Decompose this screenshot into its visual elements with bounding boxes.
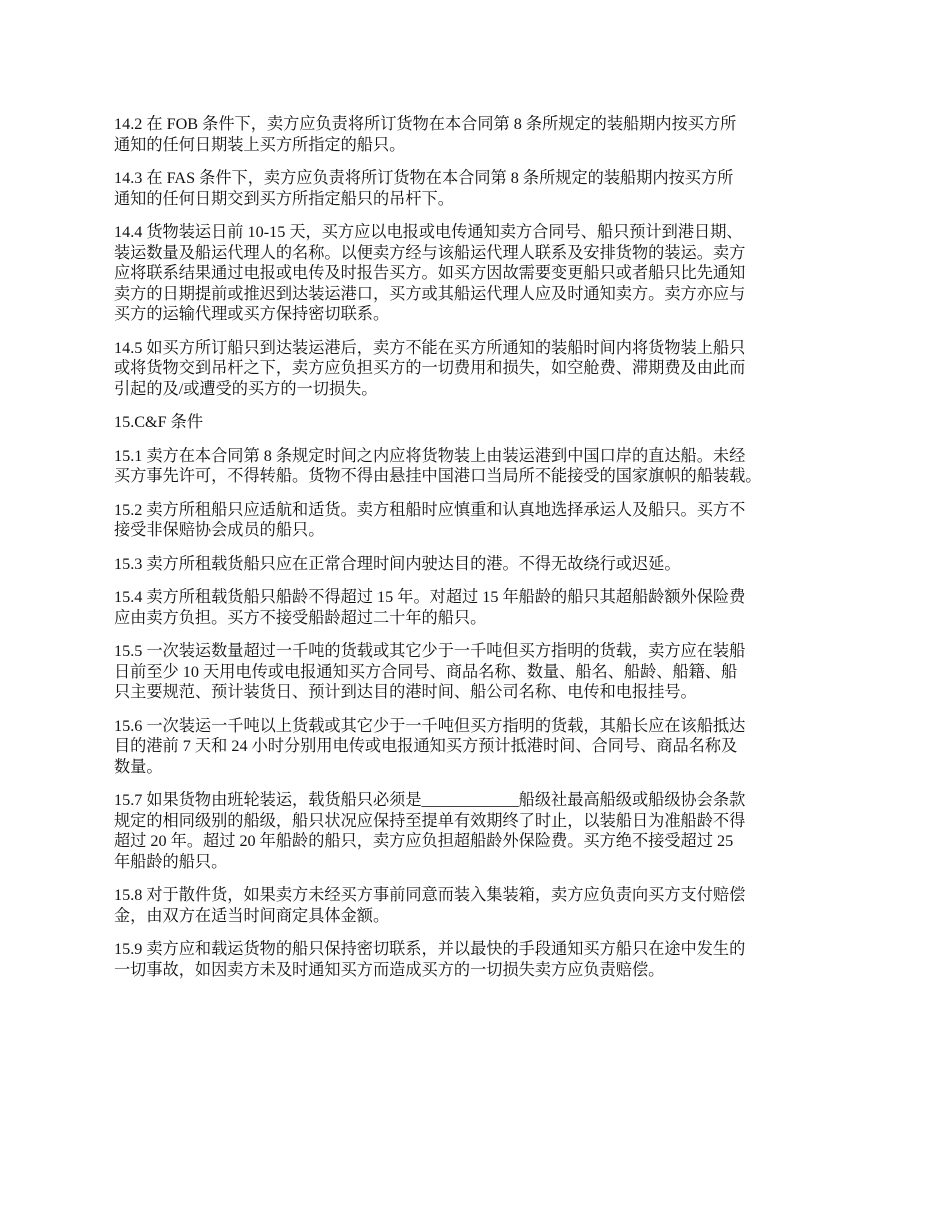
- paragraph-14-3: 14.3 在 FAS 条件下，卖方应负责将所订货物在本合同第 8 条所规定的装船期内按买方所 通知的任何日期交到买方所指定船只的吊杆下。: [114, 169, 734, 208]
- section-heading-15: 15.C&F 条件: [114, 413, 204, 431]
- paragraph-14-4: 14.4 货物装运日前 10-15 天，买方应以电报或电传通知卖方合同号、船只预计到港日期、 装运数量及船运代理人的名称。以便卖方经与该船运代理人联系及安排货物的装运。卖方 应将联系结果通过电报或电传及时报告买方。如买方因故需要变更船只或者船只比先通知 卖方的日期提前或推迟到达装运港口，买方或其船运代理人应及时通知卖方。卖方亦应与 买方的运输代理或买方保持密切联系。: [114, 223, 746, 323]
- paragraph-14-2: 14.2 在 FOB 条件下，卖方应负责将所订货物在本合同第 8 条所规定的装船期内按买方所 通知的任何日期装上买方所指定的船只。: [114, 115, 737, 154]
- paragraph-15-3: 15.3 卖方所租载货船只应在正常合理时间内驶达目的港。不得无故绕行或迟延。: [114, 554, 681, 573]
- paragraph-15-7: 15.7 如果货物由班轮装运，载货船只必须是____________船级社最高船级或船级协会条款 规定的相同级别的船级，船只状况应保持至提单有效期终了时止，以装船日为准船龄不得 超过 20 年。超过 20 年船龄的船只，卖方应负担超船龄外保险费。买方绝不接受超过 25 年船龄的船只。: [114, 791, 746, 871]
- paragraph-15-1: 15.1 卖方在本合同第 8 条规定时间之内应将货物装上由装运港到中国口岸的直达船。未经 买方事先许可，不得转船。货物不得由悬挂中国港口当局所不能接受的国家旗帜的船装载。: [114, 446, 762, 485]
- paragraph-15-9: 15.9 卖方应和载运货物的船只保持密切联系，并以最快的手段通知买方船只在途中发生的 一切事故，如因卖方未及时通知买方而造成买方的一切损失卖方应负责赔偿。: [114, 940, 746, 979]
- paragraph-15-8: 15.8 对于散件货，如果卖方未经买方事前同意而装入集装箱，卖方应负责向买方支付赔偿 金，由双方在适当时间商定具体金额。: [114, 886, 746, 925]
- document-page: [114, 114, 854, 993]
- paragraph-15-6: 15.6 一次装运一千吨以上货载或其它少于一千吨但买方指明的货载，其船长应在该船抵达 目的港前 7 天和 24 小时分别用电传或电报通知买方预计抵港时间、合同号、商品名称及 数量。: [114, 716, 746, 776]
- paragraph-15-5: 15.5 一次装运数量超过一千吨的货载或其它少于一千吨但买方指明的货载，卖方应在装船 日前至少 10 天用电传或电报通知买方合同号、商品名称、数量、船名、船龄、船籍、船 只主要规范、预计装货日、预计到达目的港时间、船公司名称、电传和电报挂号。: [114, 642, 746, 701]
- paragraph-15-4: 15.4 卖方所租载货船只船龄不得超过 15 年。对超过 15 年船龄的船只其超船龄额外保险费 应由卖方负担。买方不接受船龄超过二十年的船只。: [114, 588, 746, 627]
- paragraph-14-5: 14.5 如买方所订船只到达装运港后，卖方不能在买方所通知的装船时间内将货物装上船只 或将货物交到吊杆之下，卖方应负担买方的一切费用和损失，如空舱费、滞期费及由此而 引起的及/或遭受的买方的一切损失。: [114, 338, 746, 398]
- paragraph-15-2: 15.2 卖方所租船只应适航和适货。卖方租船时应慎重和认真地选择承运人及船只。买方不 接受非保赔协会成员的船只。: [114, 500, 746, 539]
